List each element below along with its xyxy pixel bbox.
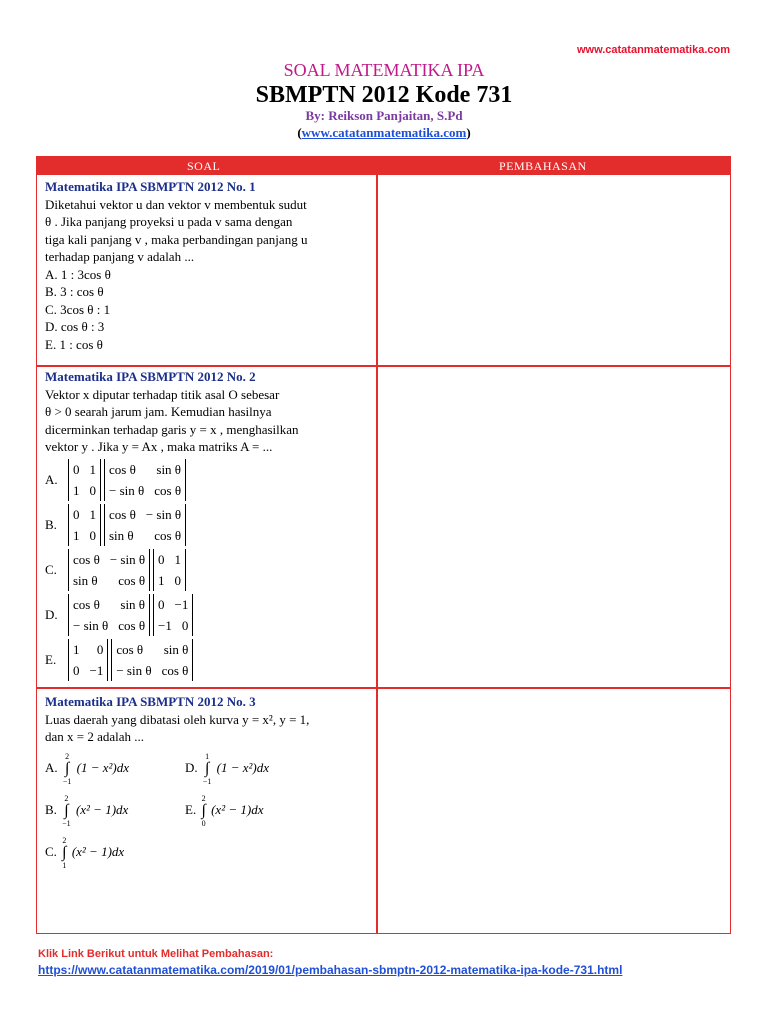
q3-option-e: E. 2 ∫ 0 (x² − 1)dx: [185, 793, 264, 828]
matrix: [153, 594, 193, 636]
matrix-entry: sin θ: [120, 596, 146, 612]
matrix-row: [73, 525, 96, 546]
option-label: C.: [45, 561, 57, 577]
matrix-row: [116, 639, 188, 660]
matrix: [68, 594, 150, 636]
matrix-entry: 0: [73, 662, 80, 678]
matrix-entry: 0: [158, 551, 165, 567]
integral-sign: 2 ∫ −1: [62, 793, 71, 828]
q2-line1: Vektor x diputar terhadap titik asal O sebesar: [45, 386, 280, 402]
website-link[interactable]: www.catatanmatematika.com: [301, 125, 467, 140]
matrix: [68, 459, 101, 501]
q3-option-d: D. 1 ∫ −1 (1 − x²)dx: [185, 751, 270, 786]
question-2: [45, 368, 373, 684]
matrix-row: [73, 660, 103, 681]
question-3: [45, 693, 373, 870]
matrix: [68, 504, 101, 546]
matrix-row: [158, 594, 188, 615]
integral-sign: 2 ∫ −1: [62, 751, 72, 786]
footer-link[interactable]: https://www.catatanmatematika.com/2019/01/pembahasan-sbmptn-2012-matematika-ipa-kode-731.html: [38, 963, 623, 977]
matrix-entry: 1: [73, 527, 80, 543]
table-header: [37, 157, 730, 175]
option-label: B.: [45, 516, 57, 532]
site-url-top[interactable]: www.catatanmatematika.com: [576, 44, 730, 56]
row-divider: [37, 365, 730, 367]
question-1: [45, 178, 373, 353]
matrix-entry: 1: [73, 641, 80, 657]
q1-line1: Diketahui vektor u dan vektor v membentuk sudut: [45, 196, 307, 212]
matrix-entry: sin θ: [163, 641, 189, 657]
q1-line3: tiga kali panjang v , maka perbandingan panjang u: [45, 231, 308, 247]
q3-options-row1: [45, 752, 373, 786]
matrix: [104, 459, 186, 501]
matrix-entry: 0: [181, 617, 189, 633]
question-table: [36, 156, 731, 934]
matrix-row: [158, 549, 181, 570]
matrix-row: [73, 570, 145, 591]
matrix-entry: 1: [89, 506, 96, 522]
integral-sign: 2 ∫ 0: [201, 793, 206, 828]
matrix-row: [73, 549, 145, 570]
matrix-entry: − sin θ: [109, 482, 145, 498]
integral-sign: 1 ∫ −1: [202, 751, 212, 786]
matrix-entry: 1: [89, 461, 96, 477]
website-line: (www.catatanmatematika.com): [297, 125, 471, 140]
matrix-row: [73, 639, 103, 660]
matrix-entry: 0: [89, 482, 96, 498]
matrix-row: [109, 504, 181, 525]
subtitle: SOAL MATEMATIKA IPA: [283, 60, 485, 80]
col-soal: SOAL: [187, 159, 221, 173]
matrix-entry: sin θ: [156, 461, 182, 477]
footer-label: Klik Link Berikut untuk Melihat Pembahasan:: [38, 948, 274, 960]
q2-heading: Matematika IPA SBMPTN 2012 No. 2: [45, 369, 256, 384]
matrix-entry: 1: [73, 482, 80, 498]
matrix-entry: cos θ: [73, 551, 100, 567]
col-pembahasan: PEMBAHASAN: [499, 159, 587, 173]
matrix-entry: 0: [96, 641, 104, 657]
matrix-entry: −1: [158, 617, 172, 633]
q3-option-b: B. 2 ∫ −1 (x² − 1)dx: [45, 793, 129, 828]
option-label: E.: [45, 651, 57, 667]
matrix-entry: sin θ: [109, 527, 134, 543]
q1-line4: terhadap panjang v adalah ...: [45, 249, 195, 264]
matrix-entry: − sin θ: [73, 617, 109, 633]
matrix-entry: 0: [174, 572, 182, 588]
matrix-row: [73, 459, 96, 480]
matrix-entry: 0: [158, 596, 165, 612]
q1-option-e: E. 1 : cos θ: [45, 336, 103, 352]
matrix-entry: −1: [89, 662, 104, 678]
column-divider: [376, 157, 378, 933]
matrix-entry: 0: [89, 527, 96, 543]
integral-sign: 2 ∫ 1: [62, 835, 67, 870]
matrix-entry: cos θ: [118, 617, 146, 633]
matrix: [104, 504, 186, 546]
q2-option-c: [45, 549, 373, 591]
q2-line2: θ > 0 searah jarum jam. Kemudian hasilnya: [45, 404, 272, 419]
q3-option-c: C. 2 ∫ 1 (x² − 1)dx: [45, 835, 125, 870]
matrix-entry: 1: [158, 572, 165, 588]
matrix-entry: cos θ: [118, 572, 146, 588]
q2-option-a: [45, 459, 373, 501]
matrix-entry: cos θ: [73, 596, 100, 612]
option-label: A.: [45, 471, 58, 487]
q2-option-d: [45, 594, 373, 636]
matrix-entry: −1: [174, 596, 189, 612]
q3-options-row2: [45, 794, 373, 828]
matrix: [68, 639, 108, 681]
matrix-row: [158, 570, 181, 591]
matrix-row: [116, 660, 188, 681]
q1-option-c: C. 3cos θ : 1: [45, 301, 111, 317]
q2-option-b: [45, 504, 373, 546]
matrix-entry: sin θ: [73, 572, 98, 588]
q1-option-d: D. cos θ : 3: [45, 319, 105, 334]
matrix-entry: − sin θ: [109, 551, 146, 567]
matrix-entry: − sin θ: [116, 662, 152, 678]
matrix-row: [109, 459, 181, 480]
q3-line2: dan x = 2 adalah ...: [45, 729, 145, 744]
matrix-row: [109, 525, 181, 546]
matrix-row: [158, 615, 188, 636]
row-divider: [37, 687, 730, 689]
q2-options: [45, 459, 373, 681]
option-label: D.: [45, 606, 58, 622]
matrix-row: [73, 504, 96, 525]
matrix-row: [73, 480, 96, 501]
q3-option-a: A. 2 ∫ −1 (1 − x²)dx: [45, 751, 130, 786]
matrix: [68, 549, 150, 591]
q1-heading: Matematika IPA SBMPTN 2012 No. 1: [45, 179, 256, 194]
q3-heading: Matematika IPA SBMPTN 2012 No. 3: [45, 694, 256, 709]
author: By: Reikson Panjaitan, S.Pd: [305, 108, 463, 123]
q1-option-b: B. 3 : cos θ: [45, 284, 104, 299]
matrix-entry: cos θ: [154, 482, 182, 498]
matrix-entry: 0: [73, 461, 80, 477]
q2-option-e: [45, 639, 373, 681]
q3-line1: Luas daerah yang dibatasi oleh kurva y = x², y = 1,: [45, 711, 310, 727]
matrix-entry: cos θ: [154, 527, 182, 543]
matrix-entry: cos θ: [109, 506, 136, 522]
page-title: SBMPTN 2012 Kode 731: [255, 82, 513, 108]
q3-options-row3: [45, 836, 373, 870]
matrix-entry: − sin θ: [145, 506, 182, 522]
matrix: [111, 639, 193, 681]
matrix-entry: 1: [174, 551, 182, 567]
q1-line2: θ . Jika panjang proyeksi u pada v sama dengan: [45, 214, 293, 229]
matrix-row: [73, 594, 145, 615]
matrix-entry: 0: [73, 506, 80, 522]
q1-option-a: A. 1 : 3cos θ: [45, 266, 111, 282]
matrix-entry: cos θ: [161, 662, 189, 678]
matrix-entry: cos θ: [109, 461, 136, 477]
q2-line4: vektor y . Jika y = Ax , maka matriks A = ...: [45, 439, 273, 454]
matrix: [153, 549, 186, 591]
matrix-row: [73, 615, 145, 636]
matrix-row: [109, 480, 181, 501]
q2-line3: dicerminkan terhadap garis y = x , menghasilkan: [45, 421, 299, 437]
matrix-entry: cos θ: [116, 641, 144, 657]
